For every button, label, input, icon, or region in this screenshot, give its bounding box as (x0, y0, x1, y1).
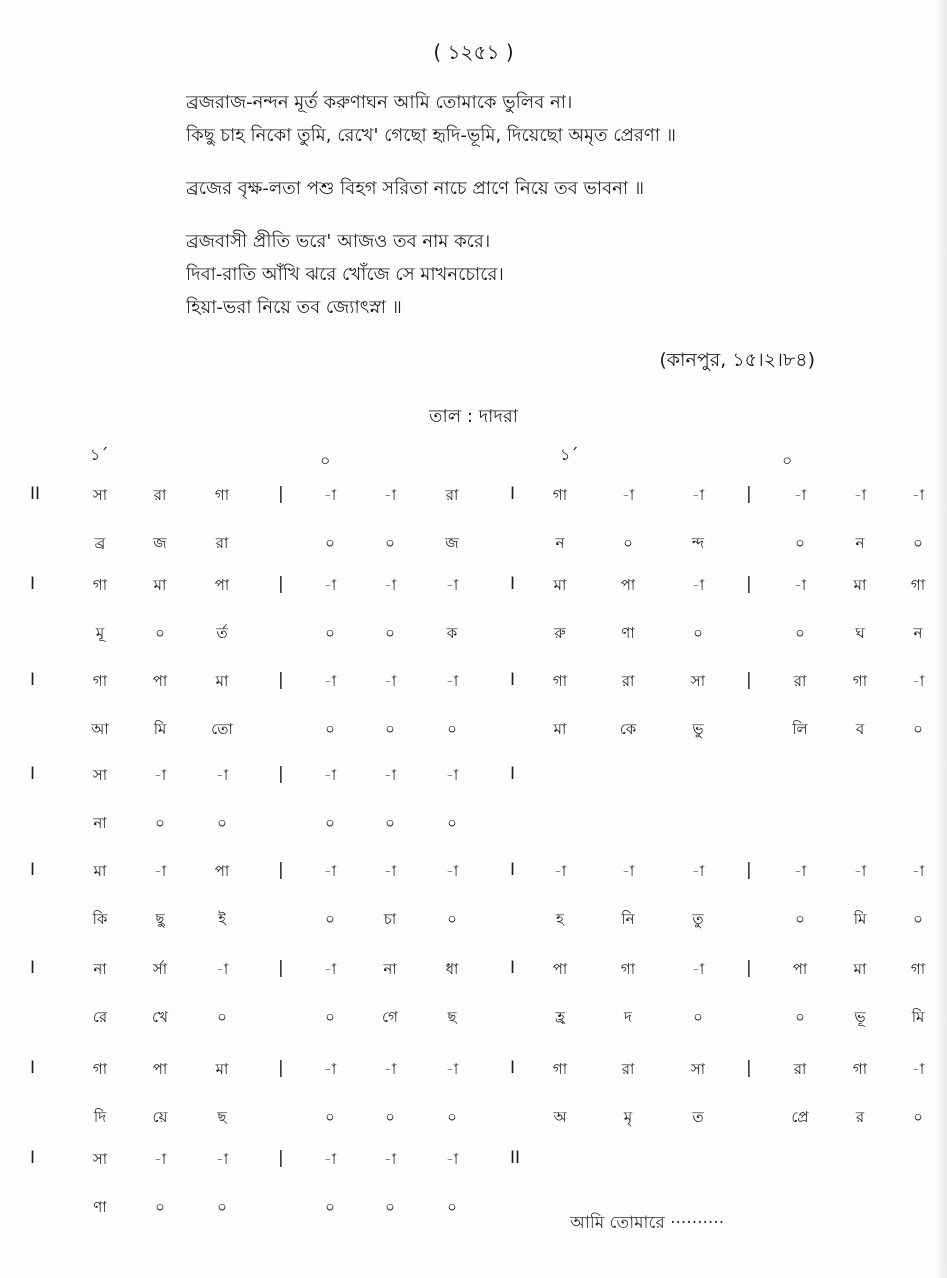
page-number: ( ১২৫১ ) (433, 40, 514, 64)
lyric-syllable: ০ (155, 814, 165, 832)
row-start-barline: I (30, 670, 36, 690)
swara-note: গা (852, 1060, 868, 1078)
swara-note: -া (323, 1060, 337, 1078)
lyric-syllable: লি (792, 720, 808, 738)
lyric-line: হিয়া-ভরা নিয়ে তব জ্যোৎস্না ॥ (186, 297, 402, 318)
swara-note: গা (910, 960, 926, 978)
barline: | (278, 958, 284, 978)
swara-note: সা (92, 1150, 108, 1168)
lyric-syllable: গে (382, 1008, 398, 1026)
continuation-footnote: আমি তোমারে ·········· (570, 1213, 725, 1233)
swara-note: -া (383, 862, 397, 880)
swara-note: মা (853, 576, 867, 594)
swara-note: -া (323, 576, 337, 594)
barline: I (510, 764, 516, 784)
swara-note: পা (792, 960, 808, 978)
lyric-line: ব্রজরাজ-নন্দন মূর্ত করুণাঘন আমি তোমাকে ভুলিব না। (186, 92, 573, 113)
barline: | (278, 670, 284, 690)
lyric-syllable: ০ (155, 624, 165, 642)
swara-note: পা (152, 672, 168, 690)
swara-note: -া (793, 486, 807, 504)
swara-note: -া (793, 576, 807, 594)
swara-note: -া (383, 1060, 397, 1078)
barline: | (746, 670, 752, 690)
swara-note: গা (92, 1060, 108, 1078)
swara-note: -া (323, 862, 337, 880)
swara-note: -া (691, 576, 705, 594)
lyric-syllable: হ (556, 910, 564, 928)
swara-note: গা (552, 486, 568, 504)
lyric-syllable: মা (553, 720, 567, 738)
lyric-syllable: ০ (325, 1008, 335, 1026)
lyric-syllable: ভূ (854, 1008, 866, 1026)
lyric-line: ব্রজের বৃক্ষ-লতা পশু বিহগ সরিতা নাচে প্রাণে নিয়ে তব ভাবনা ॥ (186, 178, 645, 199)
barline: | (746, 860, 752, 880)
lyric-syllable: ছ (217, 1108, 227, 1126)
lyric-syllable: ০ (385, 1108, 395, 1126)
swara-note: পা (552, 960, 568, 978)
swara-note: -া (853, 486, 867, 504)
lyric-syllable: ০ (217, 1198, 227, 1216)
lyric-syllable: র্ত (216, 624, 228, 642)
lyric-syllable: ণা (621, 624, 635, 642)
swara-note: সা (690, 1060, 706, 1078)
lyric-syllable: ০ (623, 534, 633, 552)
swara-note: -া (445, 576, 459, 594)
swara-note: -া (911, 1060, 925, 1078)
barline: | (278, 574, 284, 594)
beat-mark: ০ (782, 451, 793, 470)
lyric-line: ব্রজবাসী প্রীতি ভরে' আজও তব নাম করে। (186, 231, 491, 252)
barline: | (746, 484, 752, 504)
lyric-syllable: ব্র (94, 534, 106, 552)
lyric-syllable: ০ (795, 534, 805, 552)
lyric-syllable: ০ (155, 1198, 165, 1216)
swara-note: -া (153, 766, 167, 784)
place-date: (কানপুর, ১৫।২।৮৪) (659, 349, 815, 371)
row-start-barline: I (30, 1148, 36, 1168)
lyric-syllable: তো (211, 720, 233, 738)
lyric-syllable: খে (152, 1008, 168, 1026)
lyric-syllable: জ (153, 534, 167, 552)
lyric-syllable: ০ (447, 720, 457, 738)
lyric-syllable: ০ (325, 814, 335, 832)
swara-note: -া (911, 672, 925, 690)
swara-note: -া (323, 672, 337, 690)
swara-note: গা (92, 576, 108, 594)
swara-note: -া (691, 486, 705, 504)
lyric-syllable: ০ (325, 1198, 335, 1216)
lyric-syllable: ০ (325, 534, 335, 552)
swara-note: -া (323, 766, 337, 784)
swara-note: -া (383, 766, 397, 784)
lyric-syllable: ০ (325, 1108, 335, 1126)
lyric-syllable: ০ (795, 624, 805, 642)
swara-note: রা (621, 672, 635, 690)
swara-note: গা (852, 672, 868, 690)
barline: I (510, 484, 516, 504)
lyric-syllable: ০ (447, 1198, 457, 1216)
stanza-gap (186, 152, 906, 172)
swara-note: -া (215, 1150, 229, 1168)
lyric-syllable: ঘ (855, 624, 865, 642)
row-start-barline: II (30, 484, 41, 504)
barline: I (510, 670, 516, 690)
lyric-syllable: ০ (693, 624, 703, 642)
swara-note: রা (153, 486, 167, 504)
lyric-syllable: ০ (913, 720, 923, 738)
lyric-syllable: ০ (385, 1198, 395, 1216)
swara-note: গা (552, 1060, 568, 1078)
song-lyrics (186, 86, 906, 324)
lyric-syllable: য়ে (152, 1108, 168, 1126)
swara-note: -া (153, 862, 167, 880)
lyric-syllable: অ (553, 1108, 567, 1126)
lyric-syllable: ০ (385, 534, 395, 552)
lyric-syllable: ০ (385, 720, 395, 738)
lyric-syllable: ০ (795, 1008, 805, 1026)
barline: I (510, 860, 516, 880)
swara-note: -া (691, 862, 705, 880)
lyric-syllable: ০ (325, 910, 335, 928)
row-start-barline: I (30, 574, 36, 594)
swara-note: পা (214, 576, 230, 594)
swara-note: রা (445, 486, 459, 504)
barline: | (278, 1058, 284, 1078)
swara-note: -া (153, 1150, 167, 1168)
lyric-syllable: কি (92, 910, 108, 928)
row-start-barline: I (30, 764, 36, 784)
swara-note: -া (323, 1150, 337, 1168)
barline: | (278, 860, 284, 880)
swara-note: পা (214, 862, 230, 880)
lyric-syllable: না (93, 814, 107, 832)
swara-note: -া (553, 862, 567, 880)
lyric-syllable: ত (692, 1108, 704, 1126)
lyric-line: দিবা-রাতি আঁখি ঝরে খোঁজে সে মাখনচোরে। (186, 264, 504, 285)
lyric-syllable: হ্র (555, 1008, 565, 1026)
row-start-barline: I (30, 1058, 36, 1078)
row-start-barline: I (30, 958, 36, 978)
lyric-syllable: ক (446, 624, 458, 642)
swara-note: র্সা (152, 960, 168, 978)
stanza-gap (186, 205, 906, 225)
swara-note: -া (911, 862, 925, 880)
lyric-syllable: ০ (447, 814, 457, 832)
row-start-barline: I (30, 860, 36, 880)
barline: | (746, 958, 752, 978)
lyric-syllable: ০ (217, 1008, 227, 1026)
lyric-syllable: জ (445, 534, 459, 552)
swara-note: -া (445, 766, 459, 784)
lyric-syllable: ০ (217, 814, 227, 832)
swara-note: -া (621, 862, 635, 880)
barline: | (278, 484, 284, 504)
swara-note: মা (553, 576, 567, 594)
lyric-syllable: তু (692, 910, 704, 928)
lyric-syllable: মি (911, 1008, 925, 1026)
swara-note: পা (620, 576, 636, 594)
swara-note: গা (910, 576, 926, 594)
swara-note: সা (92, 766, 108, 784)
swara-note: -া (911, 486, 925, 504)
taal-heading: তাল : দাদরা (429, 406, 518, 427)
lyric-syllable: ই (218, 910, 226, 928)
swara-note: মা (853, 960, 867, 978)
lyric-syllable: ভু (692, 720, 704, 738)
swara-note: -া (691, 960, 705, 978)
lyric-syllable: ন (555, 534, 565, 552)
swara-note: না (383, 960, 397, 978)
lyric-syllable: ন (855, 534, 865, 552)
swara-note: মা (93, 862, 107, 880)
swara-note: -া (445, 672, 459, 690)
barline: II (510, 1148, 521, 1168)
lyric-syllable: কে (619, 720, 637, 738)
lyric-syllable: প্রে (791, 1108, 809, 1126)
beat-mark: ১´ (560, 445, 579, 464)
lyric-syllable: র (855, 1108, 865, 1126)
lyric-syllable: রে (92, 1008, 108, 1026)
swara-note: -া (323, 960, 337, 978)
lyric-line: কিছু চাহ নিকো তুমি, রেখে' গেছো হৃদি-ভূমি, দিয়েছো অমৃত প্রেরণা ॥ (186, 125, 676, 146)
barline: I (510, 574, 516, 594)
swara-note: মা (153, 576, 167, 594)
lyric-syllable: ছু (155, 910, 165, 928)
beat-mark: ০ (320, 451, 331, 470)
page-edge-shadow (935, 0, 947, 1278)
lyric-syllable: দি (93, 1108, 107, 1126)
lyric-syllable: মি (153, 720, 167, 738)
lyric-syllable: মৃ (623, 1108, 633, 1126)
swara-note: -া (383, 1150, 397, 1168)
barline: I (510, 1058, 516, 1078)
swara-note: -া (383, 486, 397, 504)
swara-note: -া (445, 1060, 459, 1078)
swara-note: -া (445, 862, 459, 880)
lyric-syllable: ০ (693, 1008, 703, 1026)
swara-note: রা (793, 1060, 807, 1078)
lyric-syllable: ০ (385, 624, 395, 642)
lyric-syllable: ণা (93, 1198, 107, 1216)
lyric-syllable: ০ (325, 720, 335, 738)
swara-note: -া (323, 486, 337, 504)
barline: | (746, 1058, 752, 1078)
swara-note: -া (621, 486, 635, 504)
lyric-syllable: ০ (325, 624, 335, 642)
lyric-syllable: ০ (447, 910, 457, 928)
lyric-syllable: ০ (913, 1108, 923, 1126)
lyric-syllable: রা (215, 534, 229, 552)
swara-note: গা (552, 672, 568, 690)
swara-note: গা (214, 486, 230, 504)
lyric-syllable: ন্দ (691, 534, 705, 552)
barline: I (510, 958, 516, 978)
swara-note: মা (215, 1060, 229, 1078)
swara-note: পা (152, 1060, 168, 1078)
lyric-syllable: আ (91, 720, 109, 738)
lyric-syllable: ০ (795, 910, 805, 928)
lyric-syllable: ০ (913, 910, 923, 928)
swara-note: রা (793, 672, 807, 690)
swara-note: সা (92, 486, 108, 504)
lyric-syllable: ন (913, 624, 923, 642)
lyric-syllable: ছ (447, 1008, 457, 1026)
beat-mark: ১´ (90, 445, 109, 464)
swara-note: -া (445, 1150, 459, 1168)
swara-note: গা (92, 672, 108, 690)
swara-note: ধা (445, 960, 459, 978)
swara-note: সা (690, 672, 706, 690)
swara-note: -া (793, 862, 807, 880)
swara-note: -া (215, 960, 229, 978)
lyric-syllable: ব (855, 720, 865, 738)
lyric-syllable: চা (383, 910, 397, 928)
lyric-syllable: মূ (95, 624, 105, 642)
swara-note: মা (215, 672, 229, 690)
barline: | (278, 764, 284, 784)
swara-note: রা (621, 1060, 635, 1078)
swara-note: গা (620, 960, 636, 978)
swara-note: -া (383, 576, 397, 594)
barline: | (278, 1148, 284, 1168)
lyric-syllable: ০ (385, 814, 395, 832)
barline: | (746, 574, 752, 594)
lyric-syllable: মি (853, 910, 867, 928)
swara-note: -া (215, 766, 229, 784)
lyric-syllable: দ (624, 1008, 632, 1026)
lyric-syllable: নি (621, 910, 635, 928)
swara-note: না (93, 960, 107, 978)
swara-note: -া (853, 862, 867, 880)
lyric-syllable: রু (554, 624, 566, 642)
lyric-syllable: ০ (447, 1108, 457, 1126)
lyric-syllable: ০ (913, 534, 923, 552)
swara-note: -া (383, 672, 397, 690)
